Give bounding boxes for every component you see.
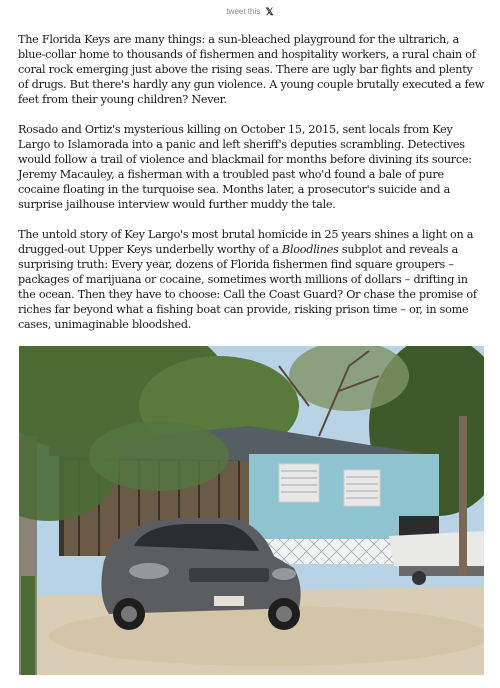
paragraph-2: Rosado and Ortiz's mysterious killing on October 15, 2015, sent locals from Key Largo to Islamorada into a panic and left sheriff's deputies scrambling. Detectives would follow a trail of violence and blackmail for months before divining its source: Jeremy Macauley, a fisherman with a troubled past who'd found a bale of pure cocaine floating in the turquoise sea. Months later, a prosecutor's suicide and a surprise jailhouse interview would further muddy the tale.	[18, 123, 472, 211]
tweet-this-label: tweet this	[226, 7, 261, 16]
paragraph-3	[18, 227, 486, 332]
paragraph-1: The Florida Keys are many things: a sun-bleached playground for the ultrarich, a blue-collar home to thousands of fishermen and hospitality workers, a rural chain of coral rock emerging just above the rising seas. There are ugly bar fights and plenty of drugs. But there's hardly any gun violence. A young couple brutally executed a few feet from their young children? Never.	[18, 33, 485, 106]
x-logo-icon: 𝕏	[265, 7, 274, 18]
crime-scene-photo	[19, 346, 484, 675]
paragraph-3-text-b: subplot and reveals a surprising truth: Every year, dozens of Florida fishermen find square groupers – packages of marijuana or cocaine, sometimes worth millions of dollars – drifting in the ocean. Then they have to choose: Call the Coast Guard? Or chase the promise of riches far beyond what a fishing boat can provide, risking prison time – or, in some cases, unimaginable bloodshed.	[18, 243, 477, 331]
paragraph-3-text-a: The untold story of Key Largo's most brutal homicide in 25 years shines a light on a drugged-out Upper Keys underbelly worthy of a	[18, 228, 474, 256]
tweet-this-link[interactable]	[0, 5, 500, 19]
article-body	[18, 32, 486, 347]
bloodlines-title: Bloodlines	[281, 243, 339, 256]
